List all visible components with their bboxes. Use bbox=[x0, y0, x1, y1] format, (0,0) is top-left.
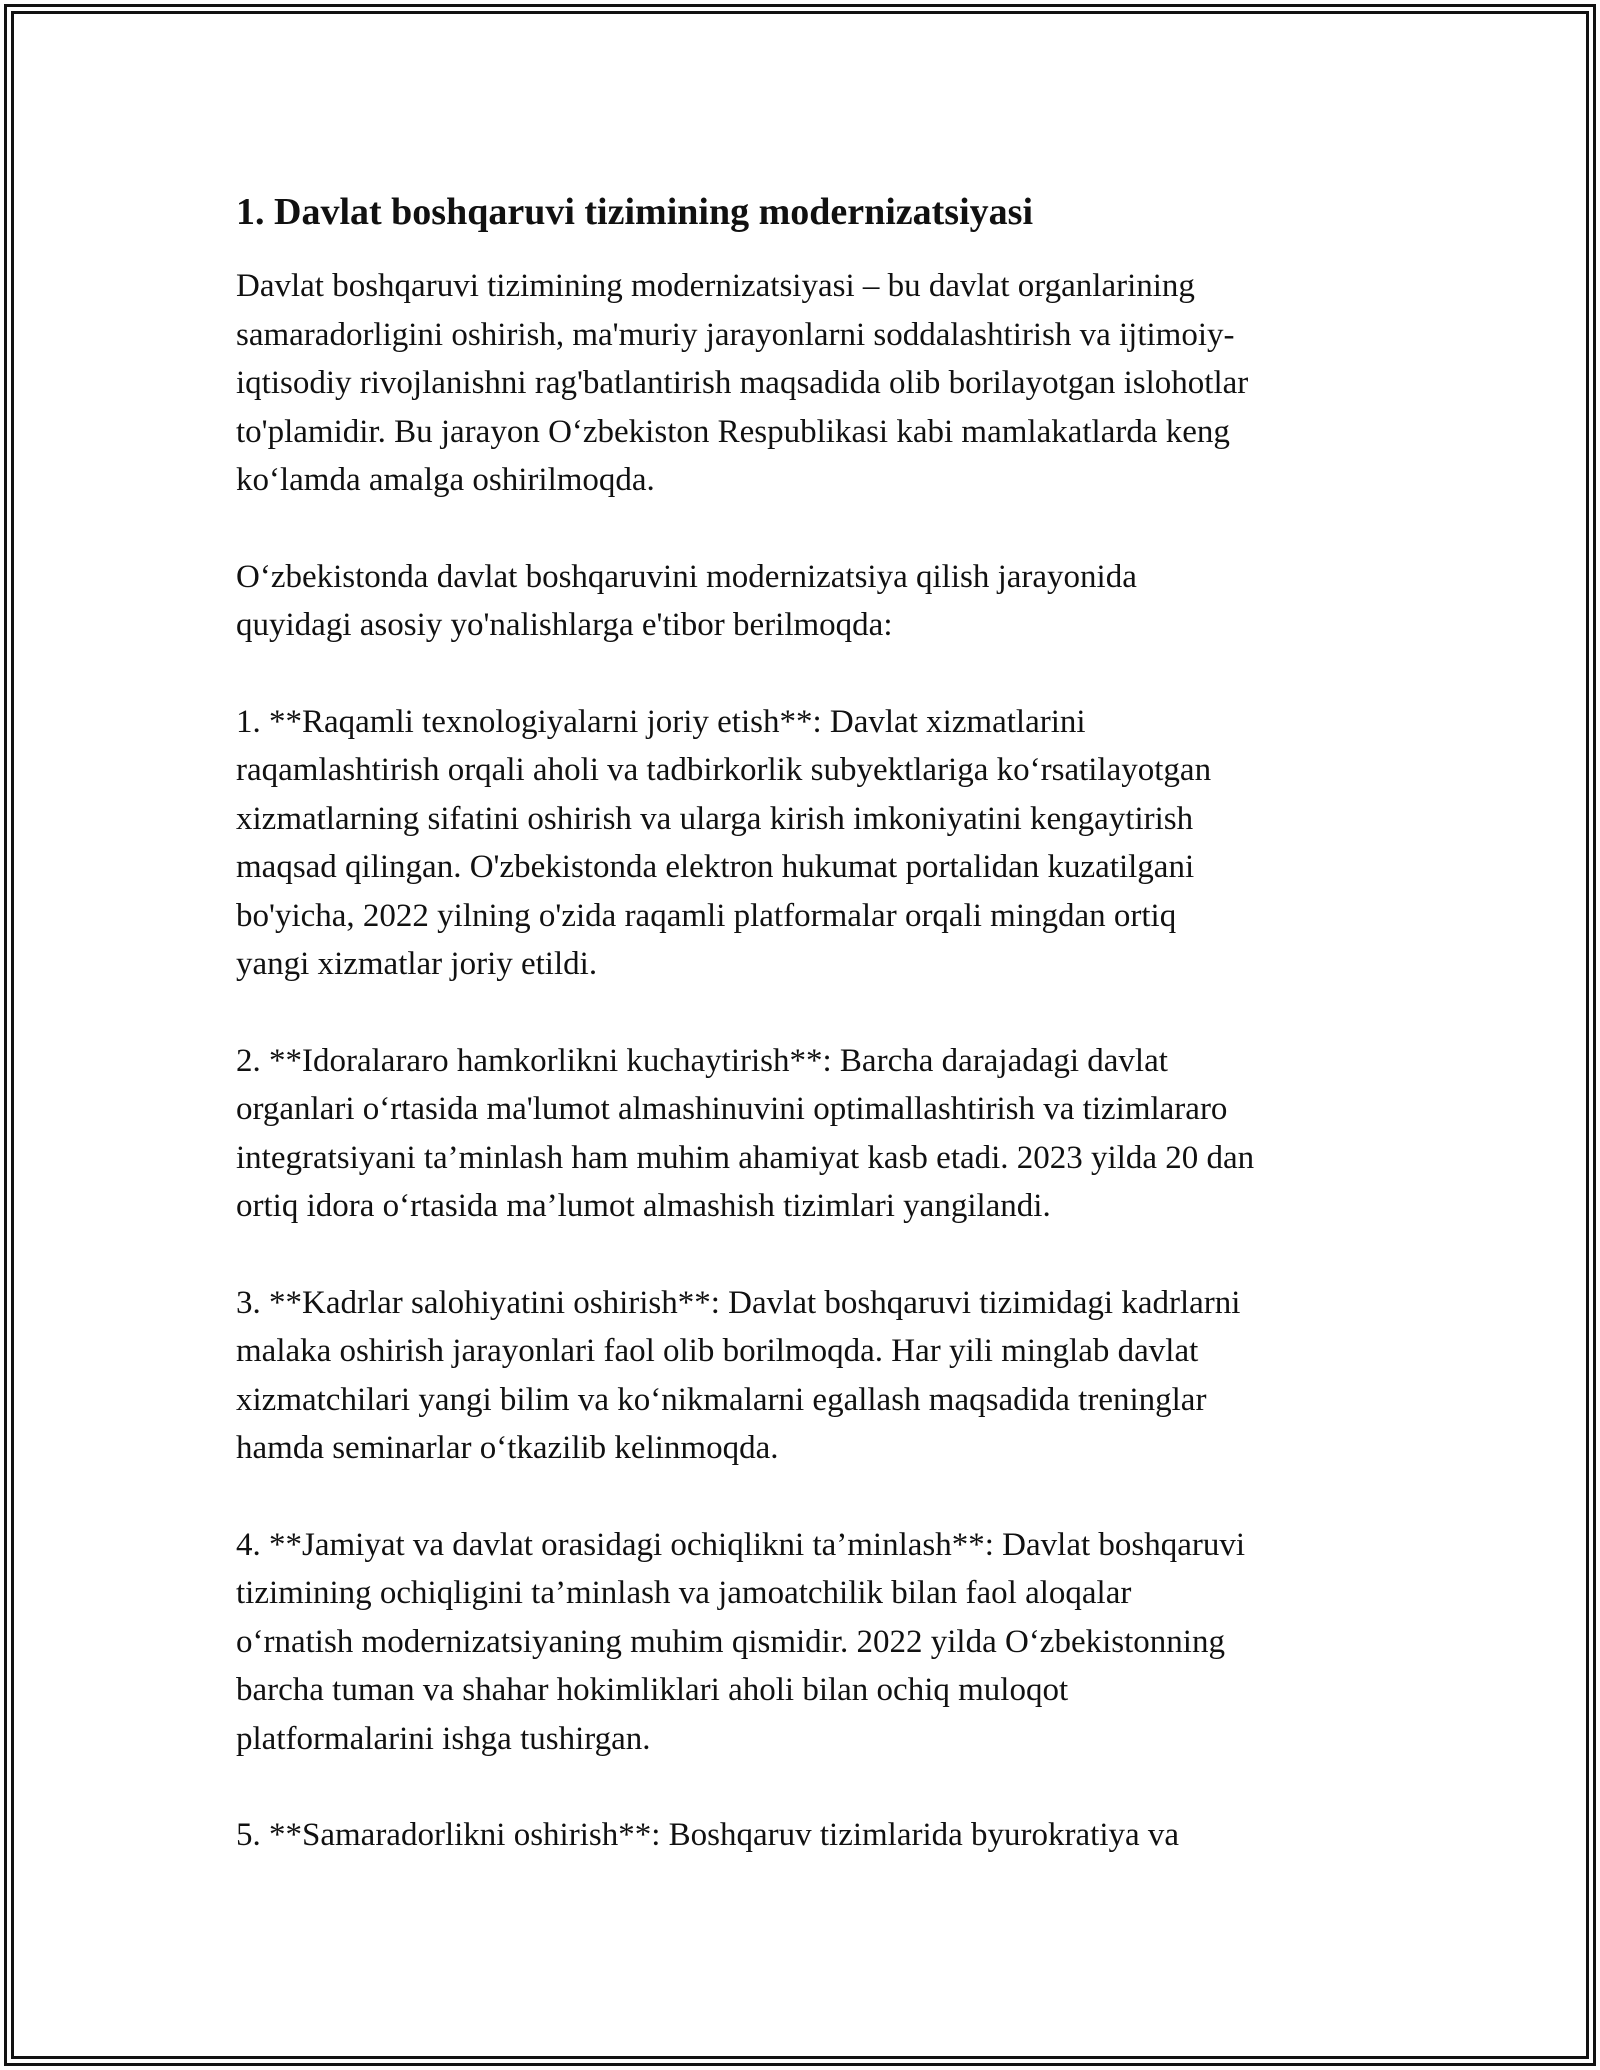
text-line: O‘zbekistonda davlat boshqaruvini modernizatsiya qilish jarayonida bbox=[236, 558, 1137, 595]
text-line: xizmatchilari yangi bilim va ko‘nikmalarni egallash maqsadida treninglar bbox=[236, 1381, 1207, 1418]
text-line: platformalarini ishga tushirgan. bbox=[236, 1720, 651, 1757]
text-line: yangi xizmatlar joriy etildi. bbox=[236, 946, 598, 982]
text-line: to'plamidir. Bu jarayon O‘zbekiston Respublikasi kabi mamlakatlarda keng bbox=[236, 413, 1230, 450]
list-item-5 bbox=[236, 1811, 1376, 1860]
text-line: samaradorligini oshirish, ma'muriy jarayonlarni soddalashtirish va ijtimoiy- bbox=[236, 316, 1235, 353]
text-line: iqtisodiy rivojlanishni rag'batlantirish maqsadida olib borilayotgan islohotlar bbox=[236, 365, 1249, 401]
text-line: tizimining ochiqligini ta’minlash va jamoatchilik bilan faol aloqalar bbox=[236, 1575, 1132, 1611]
list-item-3 bbox=[236, 1279, 1376, 1473]
text-line: xizmatlarning sifatini oshirish va ularga kirish imkoniyatini kengaytirish bbox=[236, 800, 1194, 837]
text-line: raqamlashtirish orqali aholi va tadbirkorlik subyektlariga ko‘rsatilayotgan bbox=[236, 752, 1212, 788]
text-line: ko‘lamda amalga oshirilmoqda. bbox=[236, 462, 655, 498]
text-line: 3. **Kadrlar salohiyatini oshirish**: Davlat boshqaruvi tizimidagi kadrlarni bbox=[236, 1284, 1241, 1321]
list-item-4 bbox=[236, 1521, 1376, 1764]
paragraph-directions bbox=[236, 553, 1376, 650]
text-line: Davlat boshqaruvi tizimining modernizatsiyasi – bu davlat organlarining bbox=[236, 268, 1195, 304]
text-line: 1. **Raqamli texnologiyalarni joriy etish**: Davlat xizmatlarini bbox=[236, 703, 1086, 740]
text-line: maqsad qilingan. O'zbekistonda elektron hukumat portalidan kuzatilgani bbox=[236, 849, 1195, 885]
paragraph-intro bbox=[236, 262, 1376, 505]
list-item-2 bbox=[236, 1037, 1376, 1231]
text-line: bo'yicha, 2022 yilning o'zida raqamli platformalar orqali mingdan ortiq bbox=[236, 897, 1177, 934]
text-line: barcha tuman va shahar hokimliklari aholi bilan ochiq muloqot bbox=[236, 1672, 1069, 1708]
text-line: 2. **Idoralararo hamkorlikni kuchaytirish**: Barcha darajadagi davlat bbox=[236, 1042, 1168, 1079]
text-line: hamda seminarlar o‘tkazilib kelinmoqda. bbox=[236, 1430, 779, 1466]
text-line: integratsiyani ta’minlash ham muhim ahamiyat kasb etadi. 2023 yilda 20 dan bbox=[236, 1139, 1255, 1176]
text-line: malaka oshirish jarayonlari faol olib borilmoqda. Har yili minglab davlat bbox=[236, 1333, 1199, 1369]
text-line: 5. **Samaradorlikni oshirish**: Boshqaruv tizimlarida byurokratiya va bbox=[236, 1817, 1180, 1853]
text-line: organlari o‘rtasida ma'lumot almashinuvini optimallashtirish va tizimlararo bbox=[236, 1091, 1228, 1127]
section-heading: 1. Davlat boshqaruvi tizimining modernizatsiyasi bbox=[236, 191, 1033, 233]
text-line: 4. **Jamiyat va davlat orasidagi ochiqlikni ta’minlash**: Davlat boshqaruvi bbox=[236, 1526, 1246, 1563]
text-line: ortiq idora o‘rtasida ma’lumot almashish tizimlari yangilandi. bbox=[236, 1188, 1051, 1224]
text-line: quyidagi asosiy yo'nalishlarga e'tibor berilmoqda: bbox=[236, 607, 893, 643]
text-line: o‘rnatish modernizatsiyaning muhim qismidir. 2022 yilda O‘zbekistonning bbox=[236, 1623, 1225, 1660]
list-item-1 bbox=[236, 698, 1376, 989]
document-body bbox=[236, 188, 1376, 1908]
